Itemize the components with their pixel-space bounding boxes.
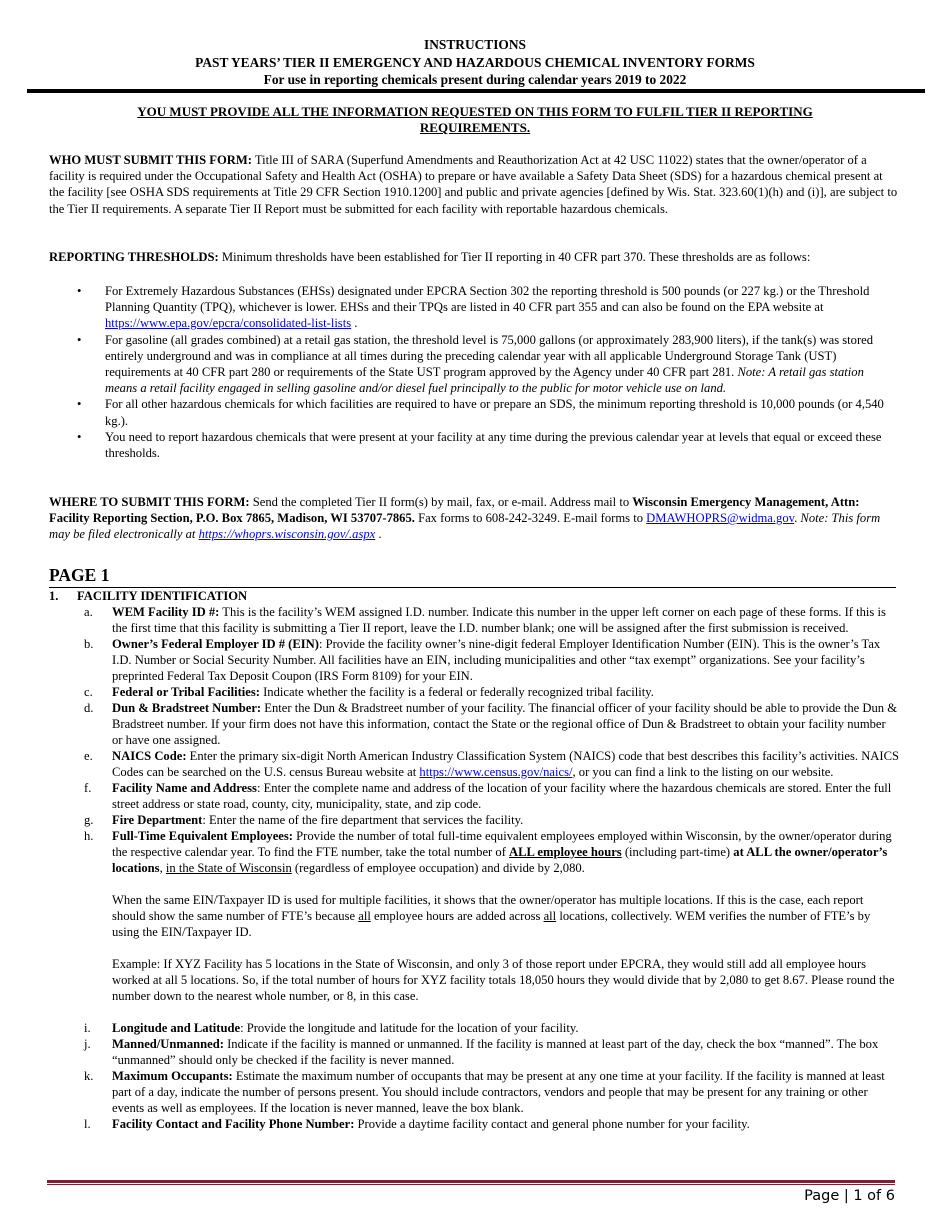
item-maximum-occupants <box>49 1068 899 1116</box>
page-number: Page | 1 of 6 <box>804 1188 895 1204</box>
item-facility-name-address <box>49 780 899 812</box>
mailing-address: Wisconsin Emergency Management, Attn: Facility Reporting Section, P.O. Box 7865, Madison, WI 53707-7865. <box>49 495 860 526</box>
bullet-icon: • <box>77 429 82 444</box>
threshold-bullet-ehs <box>49 283 899 332</box>
census-link[interactable]: https://www.census.gov/naics/ <box>419 765 573 779</box>
facility-id-items <box>49 604 899 1132</box>
item-facility-contact <box>49 1116 899 1132</box>
item-fte <box>49 828 899 876</box>
item-text: locations, collectively. WEM verifies the number of FTE’s by using the EIN/Taxpayer ID. <box>112 909 871 939</box>
page-heading: PAGE 1 <box>49 565 110 585</box>
item-letter: j. <box>84 1037 91 1051</box>
item-wem-facility-id <box>49 604 899 636</box>
bullet-text: For all other hazardous chemicals for which facilities are required to have or prepare an SDS, the minimum reporting threshold is 10,000 pounds (or 4,540 kg.). <box>105 397 884 428</box>
item-label: Dun & Bradstreet Number: <box>112 701 262 715</box>
item-text: When the same EIN/Taxpayer ID is used for multiple facilities, it shows that the owner/operator has multiple locations. If this is the case, each report should show the same number of FTE’s because <box>112 893 864 923</box>
item-letter: f. <box>84 781 92 795</box>
item-text: Indicate if the facility is manned or unmanned. If the facility is manned at least part of the day, check the box “manned”. The box “unmanned” should only be checked if the facility is never manned. <box>112 1037 879 1067</box>
footer-rule-thick <box>47 1180 895 1183</box>
item-naics <box>49 748 899 780</box>
bullet-text: For gasoline (all grades combined) at a retail gas station, the threshold level is 75,000 gallons (or approximately 283,900 liters), if the tank(s) was stored entirely underground and was in compliance at all times during the preceding calendar year with all applicable Underground Storage Tank (UST) requirements at 40 CFR part 280 or requirements of the State UST program approved by the Agency under 40 CFR part 281. <box>105 332 874 380</box>
electronic-note: Note: This form may be filed electronically at <box>49 511 881 542</box>
section-title: FACILITY IDENTIFICATION <box>77 589 248 603</box>
item-label: Full-Time Equivalent Employees: <box>112 829 293 843</box>
header-divider <box>27 89 925 93</box>
item-label: Owner’s Federal Employer ID # (EIN) <box>112 637 319 651</box>
thresholds-label: REPORTING THRESHOLDS: <box>49 250 219 264</box>
item-text: Indicate whether the facility is a federal or federally recognized tribal facility. <box>259 685 654 699</box>
bullet-icon: • <box>77 284 82 298</box>
mandatory-notice: YOU MUST PROVIDE ALL THE INFORMATION REQUESTED ON THIS FORM TO FULFIL TIER II REPORTING REQUIREMENTS. <box>137 104 813 135</box>
item-emphasis: in the State of Wisconsin <box>165 861 292 875</box>
footer-rule-thin <box>47 1184 895 1185</box>
item-text: , <box>159 861 166 875</box>
bullet-text: For Extremely Hazardous Substances (EHSs) designated under EPCRA Section 302 the reporting threshold is 500 pounds (or 227 kg.) or the Threshold Planning Quantity (TPQ), whichever is lower. EHSs and their TPQs are listed in 40 CFR part 355 and can also be found on the EPA website at <box>105 284 870 315</box>
item-text: Estimate the maximum number of occupants that may be present at any one time at your facility. If the facility is manned at least part of a day, indicate the number of persons present. You should include contractors, vendors and people that may be present for any training or other events as well as employees. If the location is never manned, leave the box blank. <box>112 1069 885 1115</box>
thresholds-text: Minimum thresholds have been established for Tier II reporting in 40 CFR part 370. These thresholds are as follows: <box>218 250 811 264</box>
item-letter: g. <box>84 813 94 827</box>
epa-link[interactable]: https://www.epa.gov/epcra/consolidated-list-lists <box>105 316 352 331</box>
item-text: (regardless of employee occupation) and divide by 2,080. <box>291 861 585 875</box>
item-text: Example: If XYZ Facility has 5 locations in the State of Wisconsin, and only 3 of those report under EPCRA, they would still add all employee hours worked at all 5 locations. So, if the total number of hours for XYZ facility totals 18,050 hours they would divide that by 2,080 to get 8.67. Please round the number down to the nearest whole number, or 8, in this case. <box>112 957 895 1003</box>
item-label: NAICS Code: <box>112 749 187 763</box>
threshold-bullet-other <box>49 396 899 428</box>
item-text: (including part-time) <box>621 845 734 859</box>
item-label: Fire Department <box>112 813 203 827</box>
item-letter: h. <box>84 829 94 843</box>
item-text-after: , or you can find a link to the listing on our website. <box>572 765 834 779</box>
item-letter: k. <box>84 1069 94 1083</box>
bullet-icon: • <box>77 397 82 412</box>
item-text: Enter the primary six-digit North American Industry Classification System (NAICS) code that best describes this facility’s activities. NAICS Codes can be searched on the U.S. census Bureau website at <box>112 749 899 779</box>
where-end: . <box>375 527 382 542</box>
threshold-bullet-present <box>49 429 899 461</box>
bullet-text: You need to report hazardous chemicals that were present at your facility at any time during the previous calendar year at levels that equal or exceed these thresholds. <box>105 429 882 461</box>
whoprs-link[interactable]: https://whoprs.wisconsin.gov/.aspx <box>198 527 376 542</box>
item-label: Facility Contact and Facility Phone Number: <box>112 1117 355 1131</box>
doc-subtitle: PAST YEARS’ TIER II EMERGENCY AND HAZARDOUS CHEMICAL INVENTORY FORMS <box>195 55 755 70</box>
item-text: : Provide the longitude and latitude for the location of your facility. <box>240 1021 579 1035</box>
item-label: WEM Facility ID #: <box>112 605 220 619</box>
item-letter: a. <box>84 605 93 619</box>
item-label: Longitude and Latitude <box>112 1021 241 1035</box>
item-label: Facility Name and Address <box>112 781 257 795</box>
threshold-bullet-gasoline <box>49 332 899 397</box>
who-text: Title III of SARA (Superfund Amendments and Reauthorization Act at 42 USC 11022) states that the owner/operator of a facility is required under the Occupational Safety and Health Act (OSHA) to prepare or have available a Safety Data Sheet (SDS) for a hazardous chemical present at the facility [see OSHA SDS requirements at Title 29 CFR Section 1910.1200] and public and private agencies [defined by Wis. Stat. 323.60(1)(h) and (i)], are subject to the Tier II requirements. A separate Tier II Report must be submitted for each facility with reportable hazardous chemicals. <box>49 153 898 216</box>
item-letter: i. <box>84 1021 91 1035</box>
item-federal-tribal <box>49 684 899 700</box>
bullet-text-after: . <box>351 316 358 331</box>
item-text: Enter the Dun & Bradstreet number of your facility. The financial officer of your facility should be able to provide the Dun & Bradstreet number. If your firm does not have this information, contact the State or the regional office of Dun & Bradstreet to obtain your facility number or have one assigned. <box>112 701 898 747</box>
where-to-submit-paragraph <box>49 494 899 543</box>
item-fte-explanation <box>49 892 899 940</box>
item-label: Federal or Tribal Facilities: <box>112 685 260 699</box>
item-emphasis: all <box>543 909 557 923</box>
item-emphasis: at ALL the owner/operator’s locations <box>112 845 888 875</box>
item-longitude-latitude <box>49 1020 899 1036</box>
doc-date-range: For use in reporting chemicals present during calendar years 2019 to 2022 <box>263 72 687 87</box>
item-letter: l. <box>84 1117 91 1131</box>
item-text: : Provide the facility owner’s nine-digit federal Employer Identification Number (EIN). This is the owner’s Tax I.D. Number or Social Security Number. All facilities have an EIN, including municipalities and other “tax exempt” organizations. See your facility’s preprinted Federal Tax Deposit Coupon (IRS Form 8109) for your EIN. <box>112 637 881 683</box>
item-text: employee hours are added across <box>370 909 544 923</box>
item-text: : Enter the complete name and address of the location of your facility where the hazardous chemicals are stored. Enter the full street address or state road, county, city, municipality, state, and zip code. <box>112 781 892 811</box>
item-dun-bradstreet <box>49 700 899 748</box>
item-letter: d. <box>84 701 94 715</box>
item-emphasis: all <box>358 909 371 923</box>
who-must-submit-paragraph <box>49 152 899 217</box>
section-number: 1. <box>49 589 59 603</box>
where-label: WHERE TO SUBMIT THIS FORM: <box>49 495 250 509</box>
gas-station-note: Note: A retail gas station means a retail facility engaged in selling gasoline and/or diesel fuel principally to the public for motor vehicle use on land. <box>105 365 864 396</box>
item-text: Provide a daytime facility contact and general phone number for your facility. <box>354 1117 750 1131</box>
section-heading <box>49 588 247 604</box>
item-manned-unmanned <box>49 1036 899 1068</box>
item-fte-example <box>49 956 899 1004</box>
item-ein <box>49 636 899 684</box>
item-fire-department <box>49 812 899 828</box>
doc-title: INSTRUCTIONS <box>424 37 526 52</box>
item-label: Manned/Unmanned: <box>112 1037 224 1051</box>
where-sep: . <box>794 511 801 526</box>
bullet-icon: • <box>77 332 82 347</box>
where-text: Send the completed Tier II form(s) by mail, fax, or e-mail. Address mail to <box>249 495 633 509</box>
item-letter: c. <box>84 685 93 699</box>
item-text: : Enter the name of the fire department that services the facility. <box>202 813 524 827</box>
reporting-thresholds-paragraph <box>49 249 899 265</box>
email-link[interactable]: DMAWHOPRS@widma.gov <box>646 511 795 526</box>
where-fax-text: Fax forms to 608-242-3249. E-mail forms to <box>414 511 647 526</box>
who-label: WHO MUST SUBMIT THIS FORM: <box>49 153 252 167</box>
item-text: Provide the number of total full-time equivalent employees employed within Wisconsin, by the owner/operator during the respective calendar year. To find the FTE number, take the total number of <box>112 829 892 859</box>
item-emphasis: ALL employee hours <box>509 845 622 859</box>
item-letter: e. <box>84 749 93 763</box>
item-letter: b. <box>84 637 94 651</box>
thresholds-list <box>49 283 899 461</box>
item-text: This is the facility’s WEM assigned I.D. number. Indicate this number in the upper left corner on each page of these forms. If this is the first time that this facility is submitting a Tier II report, leave the I.D. number blank; one will be assigned after the first submission is received. <box>112 605 886 635</box>
item-label: Maximum Occupants: <box>112 1069 233 1083</box>
